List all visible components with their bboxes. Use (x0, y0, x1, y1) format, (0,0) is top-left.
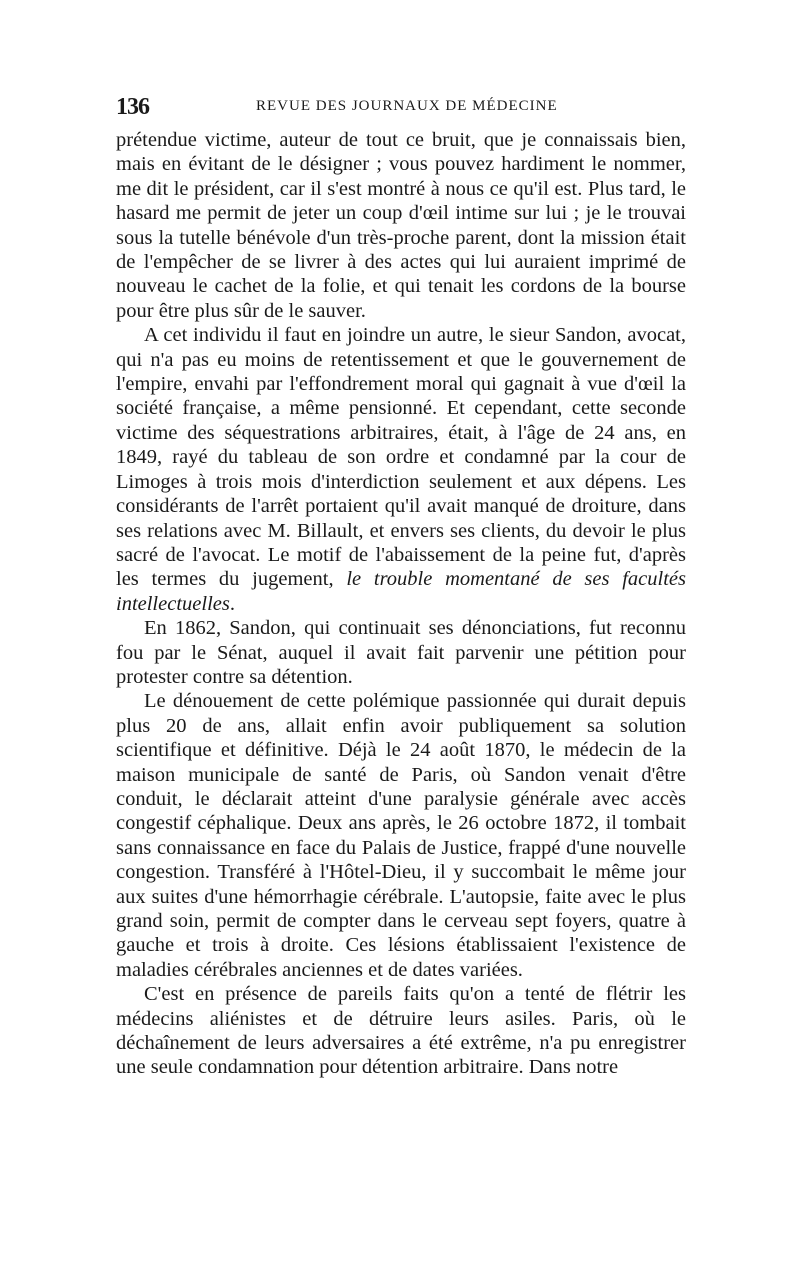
body-text (116, 128, 686, 1080)
page-header (116, 94, 682, 120)
paragraph (116, 323, 686, 616)
italic-quotation: le trouble momentané de ses facultés intellectuelles (116, 568, 686, 615)
paragraph: prétendue victime, auteur de tout ce bruit, que je connaissais bien, mais en évitant de le désigner ; vous pouvez hardiment le nommer, me dit le président, car il s'est montré à nous ce qu'il est. Plus tard, le hasard me permit de jeter un coup d'œil intime sur lui ; je le trouvai sous la tutelle bénévole d'un très-proche parent, dont la mission était de l'empêcher de se livrer à des actes qui lui auraient imprimé de nouveau le cachet de la folie, et qui tenait les cordons de la bourse pour être plus sûr de le sauver. (116, 129, 686, 322)
page-number: 136 (116, 94, 149, 120)
paragraph-text-end: . (229, 592, 235, 615)
paragraph-text: A cet individu il faut en joindre un autre, le sieur Sandon, avocat, qui n'a pas eu moins de retentissement et que le gouvernement de l'empire, envahi par l'effondrement moral qui gagnait à vue d'œil la société française, a même pensionné. Et cependant, cette seconde victime des séquestrations arbitraires, était, à l'âge de 24 ans, en 1849, rayé du tableau de son ordre et condamné par la cour de Limoges à trois mois d'interdiction seulement et aux dépens. Les considérants de l'arrêt portaient qu'il avait manqué de droiture, dans ses relations avec M. Billault, et envers ses clients, du devoir le plus sacré de l'avocat. Le motif de l'abaissement de la peine fut, d'après les termes du jugement, (116, 324, 686, 591)
running-title: REVUE DES JOURNAUX DE MÉDECINE (256, 98, 558, 114)
paragraph: C'est en présence de pareils faits qu'on a tenté de flétrir les médecins aliénistes et de détruire leurs asiles. Paris, où le déchaînement de leurs adversaires a été extrême, n'a pu enregistrer une seule condamnation pour détention arbitraire. Dans notre (116, 983, 686, 1079)
paragraph: Le dénouement de cette polémique passionnée qui durait depuis plus 20 de ans, allait enfin avoir publiquement sa solution scientifique et définitive. Déjà le 24 août 1870, le médecin de la maison municipale de santé de Paris, où Sandon venait d'être conduit, le déclarait atteint d'une paralysie générale avec accès congestif céphalique. Deux ans après, le 26 octobre 1872, il tombait sans connaissance en face du Palais de Justice, frappé d'une nouvelle congestion. Transféré à l'Hôtel-Dieu, il y succombait le même jour aux suites d'une hémorrhagie cérébrale. L'autopsie, faite avec le plus grand soin, permit de compter dans le cerveau sept foyers, quatre à gauche et trois à droite. Ces lésions établissaient l'existence de maladies cérébrales anciennes et de dates variées. (116, 690, 686, 981)
paragraph: En 1862, Sandon, qui continuait ses dénonciations, fut reconnu fou par le Sénat, auquel il avait fait parvenir une pétition pour protester contre sa détention. (116, 617, 686, 688)
